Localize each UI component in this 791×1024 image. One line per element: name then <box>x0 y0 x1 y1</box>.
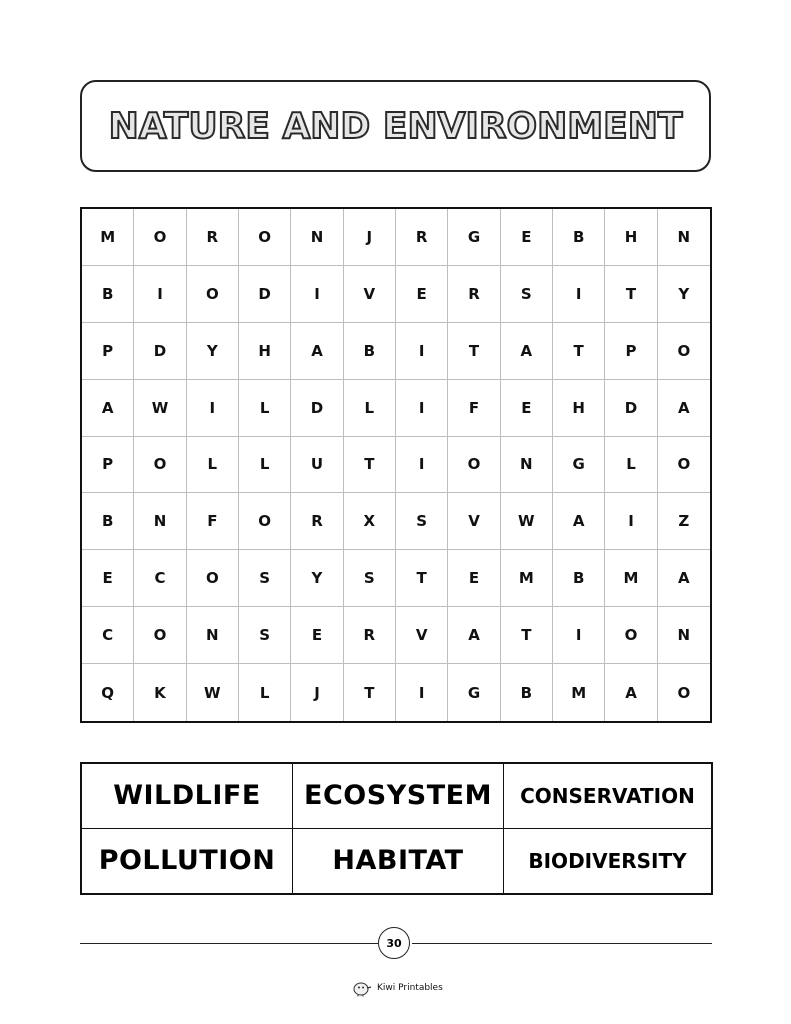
grid-cell: N <box>658 209 710 266</box>
grid-cell: L <box>187 437 239 494</box>
grid-cell: A <box>291 323 343 380</box>
grid-cell: B <box>553 209 605 266</box>
grid-cell: A <box>658 380 710 437</box>
grid-cell: V <box>396 607 448 664</box>
grid-cell: V <box>448 493 500 550</box>
grid-cell: Y <box>291 550 343 607</box>
grid-cell: O <box>134 437 186 494</box>
grid-cell: X <box>344 493 396 550</box>
grid-cell: D <box>134 323 186 380</box>
grid-cell: I <box>134 266 186 323</box>
grid-cell: D <box>605 380 657 437</box>
footer-rule-right <box>412 943 712 944</box>
grid-cell: T <box>501 607 553 664</box>
grid-cell: T <box>605 266 657 323</box>
grid-cell: S <box>501 266 553 323</box>
grid-cell: A <box>605 664 657 721</box>
grid-cell: I <box>396 664 448 721</box>
grid-cell: K <box>134 664 186 721</box>
grid-cell: J <box>291 664 343 721</box>
grid-cell: A <box>501 323 553 380</box>
grid-cell: O <box>448 437 500 494</box>
grid-cell: O <box>658 437 710 494</box>
brand-footer <box>352 978 443 998</box>
grid-cell: Q <box>82 664 134 721</box>
grid-cell: T <box>396 550 448 607</box>
grid-cell: L <box>239 437 291 494</box>
grid-cell: M <box>605 550 657 607</box>
grid-cell: B <box>82 266 134 323</box>
word-search-grid <box>80 207 712 723</box>
grid-cell: D <box>239 266 291 323</box>
grid-cell: C <box>82 607 134 664</box>
grid-cell: I <box>187 380 239 437</box>
footer-rule-left <box>80 943 378 944</box>
grid-cell: M <box>501 550 553 607</box>
grid-cell: B <box>501 664 553 721</box>
grid-cell: B <box>344 323 396 380</box>
grid-cell: A <box>82 380 134 437</box>
grid-cell: T <box>448 323 500 380</box>
word-list-item: HABITAT <box>293 829 504 894</box>
grid-cell: L <box>239 380 291 437</box>
grid-cell: S <box>239 550 291 607</box>
grid-cell: O <box>134 607 186 664</box>
grid-cell: I <box>605 493 657 550</box>
grid-cell: D <box>291 380 343 437</box>
grid-cell: I <box>396 323 448 380</box>
grid-cell: R <box>291 493 343 550</box>
grid-cell: A <box>448 607 500 664</box>
grid-cell: I <box>291 266 343 323</box>
grid-cell: C <box>134 550 186 607</box>
grid-cell: P <box>605 323 657 380</box>
grid-cell: W <box>134 380 186 437</box>
grid-cell: L <box>344 380 396 437</box>
brand-name: Kiwi Printables <box>377 983 443 993</box>
grid-cell: M <box>82 209 134 266</box>
grid-cell: E <box>396 266 448 323</box>
page-number: 30 <box>378 927 410 959</box>
grid-cell: E <box>82 550 134 607</box>
grid-cell: Z <box>658 493 710 550</box>
grid-cell: E <box>501 380 553 437</box>
grid-cell: E <box>291 607 343 664</box>
word-list-item: POLLUTION <box>82 829 293 894</box>
grid-cell: F <box>448 380 500 437</box>
grid-cell: A <box>658 550 710 607</box>
grid-cell: Y <box>187 323 239 380</box>
grid-cell: N <box>501 437 553 494</box>
grid-cell: O <box>187 550 239 607</box>
grid-cell: H <box>239 323 291 380</box>
grid-cell: N <box>187 607 239 664</box>
grid-cell: P <box>82 437 134 494</box>
grid-cell: M <box>553 664 605 721</box>
grid-cell: P <box>82 323 134 380</box>
grid-cell: S <box>344 550 396 607</box>
grid-cell: H <box>605 209 657 266</box>
grid-cell: G <box>553 437 605 494</box>
grid-cell: G <box>448 664 500 721</box>
grid-cell: O <box>677 683 691 702</box>
word-list-item: BIODIVERSITY <box>528 848 687 873</box>
grid-cell: B <box>82 493 134 550</box>
grid-cell: I <box>553 607 605 664</box>
grid-cell: O <box>134 209 186 266</box>
word-list-item: CONSERVATION <box>504 764 711 829</box>
grid-cell: B <box>553 550 605 607</box>
kiwi-bird-icon <box>352 979 372 997</box>
grid-cell: R <box>448 266 500 323</box>
grid-cell: N <box>658 607 710 664</box>
grid-cell: A <box>553 493 605 550</box>
grid-cell: I <box>396 437 448 494</box>
grid-cell: R <box>187 209 239 266</box>
grid-cell: E <box>448 550 500 607</box>
word-list <box>80 762 713 895</box>
word-list-item: ECOSYSTEM <box>293 764 504 829</box>
grid-cell: N <box>291 209 343 266</box>
grid-cell: O <box>658 323 710 380</box>
grid-cell: Y <box>658 266 710 323</box>
grid-cell: O <box>239 493 291 550</box>
grid-cell: I <box>553 266 605 323</box>
word-list-item: WILDLIFE <box>82 764 293 829</box>
grid-cell: L <box>605 437 657 494</box>
grid-cell: T <box>344 664 396 721</box>
grid-cell: H <box>553 380 605 437</box>
grid-cell: O <box>187 266 239 323</box>
grid-cell: J <box>344 209 396 266</box>
grid-cell: U <box>291 437 343 494</box>
grid-cell: O <box>239 209 291 266</box>
grid-cell: R <box>344 607 396 664</box>
grid-cell: L <box>239 664 291 721</box>
grid-cell: V <box>344 266 396 323</box>
grid-cell: W <box>187 664 239 721</box>
grid-cell: T <box>553 323 605 380</box>
grid-cell: S <box>396 493 448 550</box>
grid-cell: O <box>605 607 657 664</box>
grid-cell: N <box>134 493 186 550</box>
grid-cell: S <box>239 607 291 664</box>
grid-cell: W <box>501 493 553 550</box>
grid-cell: E <box>501 209 553 266</box>
grid-cell: G <box>448 209 500 266</box>
grid-cell: I <box>396 380 448 437</box>
page-title: NATURE AND ENVIRONMENT <box>108 105 683 147</box>
grid-cell: F <box>187 493 239 550</box>
title-banner <box>80 80 711 172</box>
grid-cell: T <box>344 437 396 494</box>
grid-cell: R <box>396 209 448 266</box>
